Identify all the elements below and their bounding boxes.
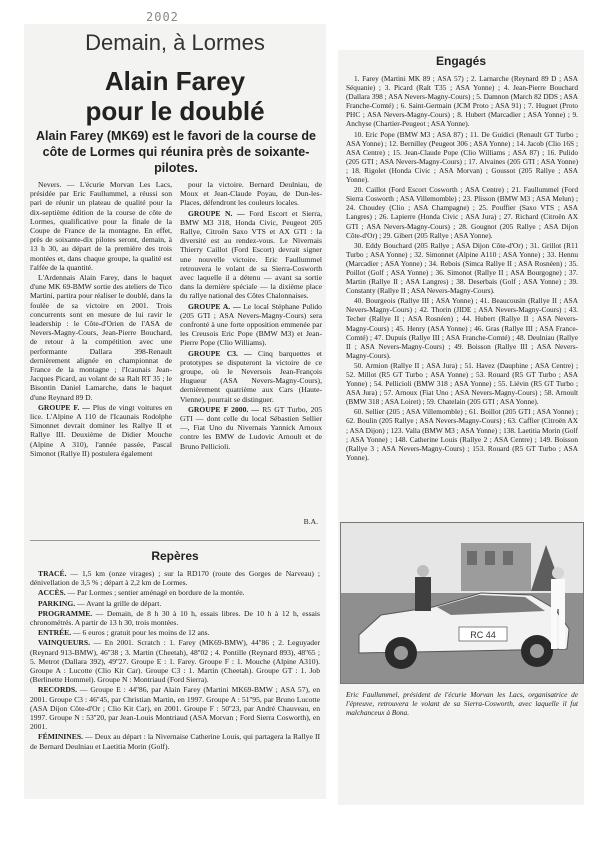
engages-paragraph: 10. Eric Pope (BMW M3 ; ASA 87) ; 11. De Guidici (Renault GT Turbo ; ASA Yonne) ; 12. Bernilley (Peugeot 306 ; ASA Yonne) ; 14. Jacob (Clio 16S ; ASA Centre) ; 15. Jean-Claude Pope (Clio Williams ; ASA 87) ; 16. Pulido (205 GTI ; ASA Nevers-Magny-Cours) ; 17. Alvaines (205 GTI ; ASA Yonne) ; 18. Rigolet (Honda Civic ; ASA Morvan) ; Goussot (205 Rallye ; ASA Yonne).: [346, 129, 578, 185]
title-line-1: Alain Farey: [104, 66, 246, 96]
handwritten-year: 2002: [146, 10, 179, 24]
repere-item: ENTRÉE. — 6 euros ; gratuit pour les moins de 12 ans.: [38, 628, 210, 638]
subhead: GROUPE N. —: [188, 208, 245, 218]
subhead: GROUPE F. —: [38, 402, 90, 412]
engages-paragraph: 50. Armion (Rallye II ; ASA Jura) ; 51. Havez (Dauphine ; ASA Centre) ; 52. Millot (R5 GT Turbo ; ASA Yonne) ; 53. Rouard (R5 GT Turbo ; ASA Yonne) ; 54. Pellicioli (BMW 318 ; ASA Yonne) ; 55. Liévin (R5 GT Turbo ; ASA Jura) ; 57. Arnoux (Fiat Uno ; ASA Nevers-Magny-Cours) ; 58. Arnoult (BMW 318 ; ASA Loiret) ; 59. Chatelain (205 GTI ; ASA Yonne).: [346, 360, 578, 407]
article-lead: Alain Farey (MK69) est le favori de la course de côte de Lormes qui réunira près de soixante-pilotes.: [36, 129, 316, 175]
title-line-2: pour le doublé: [85, 96, 265, 126]
car-plate: RC 44: [470, 630, 496, 640]
repere-item: PROGRAMME. — Demain, de 8 h 30 à 10 h, essais libres. De 10 h à 12 h, essais chronométrés. A partir de 13 h 30, trois montées.: [30, 608, 320, 628]
rally-car-photo: [340, 522, 584, 684]
engages-paragraph: 20. Caillot (Ford Escort Cosworth ; ASA Centre) ; 21. Faullummel (Ford Sierra Cosworth ; ASA Villemomble) ; 23. Plisson (BMW M3 ; ASA Melun) ; 24. Choudey (Clio ; ASA Champagne) ; 25. Pouffier (Saxo VTS ; ASA Langres) ; 26. Lapierre (Honda Civic ; ASA Jura) ; 27. Richard (Citroën AX GTI ; ASA Nevers-Magny-Cours) ; 28. Gougnot (205 Rallye ; ASA Dijon Côte-d'Or) ; 29. Gibert (205 Rallye ; ASA Yonne).: [346, 185, 578, 240]
repere-item: PARKING. — Avant la grille de départ.: [38, 598, 162, 608]
paragraph: Nevers. — L'écurie Morvan Les Lacs, présidée par Eric Faullummel, a réussi son pari de réunir un plateau de qualité pour la dix-septième édition de la course de côte de Lormes, qualificative pour la finale de la Coupe de France de la montagne. En effet, près de soixante-dix pilotes seront, demain, à 13 h 30, au départ de la première des trois montées et, dans chaque groupe, la qualité est l'alfée de la quantité.: [30, 180, 172, 272]
article-body: [30, 180, 322, 530]
photo-illustration: [341, 523, 583, 683]
article-title: [24, 66, 326, 126]
repere-item: RECORDS. — Groupe E : 44''86, par Alain Farey (Martini MK69-BMW ; ASA 57), en 2001. Groupe C3 : 46''45, par Christian Martin, en 1997. Groupe A : 51''95, par Bruno Lucotte (ASA Dijon Côte-d'Or ; Clio Kit Car), en 2001. Groupe F : 50''23, par André Chauveau, en 1997. Groupe N : 53''20, par Jean-Louis Montriaud (ASA Morvan ; Ford Sierra Cosworth), en 2001.: [30, 685, 320, 732]
repere-item: FÉMININES. — Deux au départ : la Nivernaise Catherine Louis, qui partagera la Rallye II de Bernard Deulniau et Laetitia Morin (Golf).: [30, 732, 320, 751]
engages-list: [346, 74, 578, 506]
paragraph: L'Ardennais Alain Farey, dans le baquet d'une MK 69-BMW sortie des ateliers de Tico Martini, partira pour réaliser le doublé, dans la foulée de sa victoire en 2001. Trois concurrents sont en mesure de lui ravir le leadership : le Côte-d'Orien de l'ASA de Nevers-Magny-Cours, Jean-Pierre Bouchard, de retour à la compétition avec une performante Dallara 398-Renault dernièrement alignée en championnat de France de la montagne ; l'Icaunais Jean-Jacques Picard, au volant de sa Ralt RT 35 ; le Bisontin Daniel Lamarche, dans le baquet d'une Reynard 89 D.: [30, 273, 172, 402]
paragraph: GROUPE F. — Plus de vingt voitures en lice. L'Alpine A 110 de l'Icaunais Rodolphe Simonnet devrait dominer les Rallye II et Rallye III. Deuxième de Didier Mouche (Alpine A 310), l'année passée, Pascal Simonot (Rallye II) postulera également: [30, 402, 172, 458]
engages-paragraph: 1. Farey (Martini MK 89 ; ASA 57) ; 2. Larnarche (Reynard 89 D ; ASA Séquanie) ; 3. Picard (Ralt T35 ; ASA Yonne) ; 4. Jean-Pierre Bouchard (Dallara 398 ; ASA Nevers-Magny-Cours) ; 5. Damnon (March 82 DDS ; ASA Franche-Comté) ; 6. Saint-Germain (JCM Proto ; ASA 91) ; 7. Huguet (Proto PHC ; ASA Nevers-Magny-Cours) ; 8. Hubert (Marcadier ; ASA Yonne) ; 9. Anchyse (Chartier-Peugeot ; ASA Yonne).: [346, 74, 578, 129]
paragraph: GROUPE C3. — Cinq barquettes et prototypes se disputeront la victoire de ce groupe, où le Neversois Jean-François Hugueur (ASA Nevers-Magny-Cours), dernièrement quatrième aux Cars (Haute-Vienne), pourrait se distinguer.: [180, 348, 322, 404]
engages-paragraph: 60. Sellier (205 ; ASA Villemomble) ; 61. Boillot (205 GTI ; ASA Yonne) ; 62. Boulin (205 Rallye ; ASA Nevers-Magny-Cours) ; 63. Caffier (Citroën AX ; ASA Dijon) ; 123. Valla (BMW M3 ; ASA Yonne) ; 138. Laetitia Morin (Golf ; ASA Yonne) ; 148. Catherine Louis (Rallye 2 ; ASA Centre) ; 149. Boisson (Rallye 3 ; ASA Nevers-Magny-Cours) ; 153. Rouard (R5 GT Turbo ; ASA Yonne).: [346, 407, 578, 462]
article-column-2: [180, 180, 322, 530]
paragraph: GROUPE A. — Le local Stéphane Pulido (205 GTI ; ASA Nevers-Magny-Cours) sera confronté à une forte opposition emmenée par les Creusois Eric Pope (BMW M3) et Jean-Pierre Pope (Clio Williams).: [180, 301, 322, 348]
repere-item: VAINQUEURS. — En 2001. Scratch : 1. Farey (MK69-BMW), 44''86 ; 2. Leguyader (Reynard 913-BMW), 46''38 ; 3. Martin (Cheetah), 48''02 ; 4. Pontille (Reynard 893), 48''65 ; 5. Metrot (Dallara 392), 49''27. Groupe E : 1. Farey. Groupe F : 1. Mouche (Alpine A310). Groupe A : Lucotte (Clio Kit Car). Groupe C3 : 1. Martin (Cheetah). Groupe GT : 1. Job (Berlinette Hommel). Groupe N : Montriaud (Ford Sierra).: [30, 638, 320, 685]
reperes-title: Repères: [151, 549, 199, 563]
engages-paragraph: 30. Eddy Bouchard (205 Rallye ; ASA Dijon Côte-d'Or) ; 31. Grillot (R11 Turbo ; ASA Yonne) ; 32. Simonnet (Alpine A110 ; ASA Yonne) ; 33. Hennu (Marcadier ; ASA Yonne) ; 34. Rebois (Simca Rallye II ; ASA Rosnéen) ; 35. Poillot (Golf ; ASA Yonne) ; 36. Simonot (Rallye II ; ASA Bourgogne) ; 37. Martin (Rallye II ; ASA Langres) ; 38. Deserbais (Golf ; ASA Yonne) ; 39. Constanty (Rallye II ; ASA Nevers-Magny-Cours).: [346, 240, 578, 296]
photo-caption: Eric Faullummel, président de l'écurie Morvan les Lacs, organisatrice de l'épreuve, retrouvera le volant de sa Sierra-Cosworth, avec laquelle il fut malchanceux à Bona.: [346, 690, 578, 717]
paragraph: pour la victoire. Bernard Deulniau, de Moux et Jean-Claude Poyau, de Dun-les-Places, défendront les couleurs locales.: [180, 180, 322, 208]
repere-item: ACCÈS. — Par Lormes ; sentier aménagé en bordure de la montée.: [38, 588, 245, 598]
article-kicker: Demain, à Lormes: [85, 30, 265, 55]
article-column-1: [30, 180, 172, 530]
subhead: GROUPE F 2000. —: [188, 404, 260, 414]
reperes-box: [30, 540, 320, 796]
author-signature: B.A.: [303, 516, 318, 526]
repere-item: TRACÉ. — 1,5 km (onze virages) ; sur la RD170 (route des Gorges de Narveau) ; dénivellation de 3,5 % ; départ à 2,2 km de Lormes.: [30, 569, 320, 588]
engages-title: Engagés: [435, 54, 486, 68]
paragraph: GROUPE N. — Ford Escort et Sierra, BMW M3 318, Honda Civic, Peugeot 205 Rallye, Citroën Saxo VTS et AX GTI : la diversité est au rendez-vous. Le Nivernais Thierry Caillot (Ford Escort) devrait signer une nouvelle victoire. Eric Faullummel retrouvera le volant de sa Sierra-Cosworth avec laquelle il a détenu — avant sa sortie dans la dernière spéciale — la dixième place du rallye national des Côtes Chalonnaises.: [180, 208, 322, 301]
subhead: GROUPE A. —: [188, 301, 241, 311]
engages-paragraph: 40. Bourgeois (Rallye III ; ASA Yonne) ; 41. Beaucousin (Rallye II ; ASA Nevers-Magny-Cours) ; 42. Thorin (JIDE ; ASA Nevers-Magny-Cours) ; 43. Techer (Rallye II ; ASA Rosnéen) ; 44. Hubert (Rallye II ; ASA Nevers-Magny-Cours) ; 45. Henry (ASA Yonne) ; 46. Gras (Rallye III ; ASA France-Comté) ; 47. Dupuis (Rallye III ; ASA Franche-Comté) ; 48. Deulniau (Rallye II ; ASA Nevers-Magny-Cours) ; 49. Boisson (Rallye III ; ASA Nevers-Magny-Cours).: [346, 296, 578, 360]
paragraph: GROUPE F 2000. — R5 GT Turbo, 205 GTI — dont celle du local Sébastien Sellier —, Fiat Uno du Nivernais Yannick Arnoux contre les BMW de Ludovic Arnoult et de Bruno Pellicioli.: [180, 404, 322, 451]
subhead: GROUPE C3. —: [188, 348, 252, 358]
